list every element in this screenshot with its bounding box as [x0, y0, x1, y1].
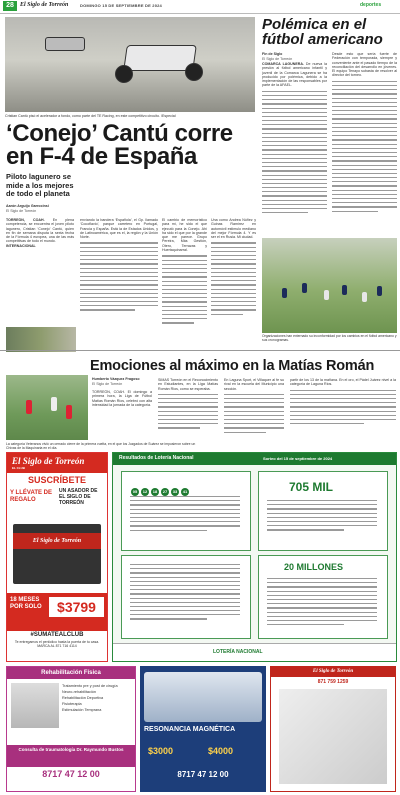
rehab-item: Estimulación Temprana — [62, 708, 102, 712]
emociones-column-4-text: partir de los 13 de la mañana. En el oro, el Pádel Juárez nivel a la categoría de Laguna Ríos. — [290, 378, 396, 387]
lottery-ball: 27 — [162, 489, 168, 494]
emociones-byline-outlet: El Siglo de Torreón — [92, 382, 123, 386]
gift-item: UN ASADOR DE EL SIGLO DE TORREÓN — [59, 488, 98, 506]
rehab-doctor: Consulta de traumatología Dr. Raymundo Bustos — [7, 745, 135, 767]
main-byline: Aarón Arguijo Garrocinsi — [6, 204, 49, 208]
main-column-4-text: Una como Andrea Núñez y Guinas Ramírez en automóvil estimulo mediano del mejor Fórmula 4. Y es ser el en Rusia. Mi ciudad. — [211, 218, 256, 240]
section-label: deportes — [360, 2, 382, 8]
player-shape — [26, 400, 32, 414]
text-filler — [290, 390, 396, 425]
emociones-column-3-text: En Laguna Sport, el Villaquer al fe su rival en la escuela del Municipio una sección. — [224, 378, 284, 391]
background-car-shape — [45, 37, 85, 51]
player-shape — [51, 397, 57, 411]
lottery-results — [112, 452, 397, 662]
ad-logo: El Siglo de Torreón — [12, 456, 85, 466]
rehab-item: Tratamiento pre y post de cirugía — [62, 684, 118, 688]
main-column-1-text: En plena competencia, se encuentra el joven piloto lagunero, Cristian ‘Conejo’ Cantú, quien en fin de semana disputa la sexta fecha de la Fórmula 4 europea, una de las más competitivas de todo el mundo. — [6, 218, 74, 244]
text-filler — [130, 496, 240, 534]
date-line: DOMINGO 15 DE SEPTIEMBRE DE 2024 — [80, 3, 162, 8]
subscription-ad[interactable] — [6, 452, 108, 662]
text-filler — [224, 394, 284, 433]
main-subhead: INTERNACIONAL — [6, 243, 36, 248]
main-column-2-text: envíando la bandera ‘Española’, el Gp. llamado ‘Cocoflavio’, parque carretero en Portugal, Francia y España. Está la de Estados Unidos, y de Latinoamérica, que es el, la región y la Unión Norte. — [80, 218, 158, 240]
text-filler — [267, 500, 377, 534]
race-car-wheel — [115, 65, 133, 83]
main-column-4 — [211, 218, 256, 328]
gift-line: Y LLÉVATE DE REGALO — [10, 490, 53, 503]
resonance-price-1: $3000 — [148, 746, 174, 756]
text-filler — [80, 242, 158, 310]
lottery-ball: 33 — [172, 489, 178, 494]
soccer-photo — [6, 375, 88, 440]
emociones-byline: Humberto Vázquez Fragoso — [92, 377, 140, 381]
main-byline-outlet: El Siglo de Torreón — [6, 209, 37, 213]
text-filler — [267, 578, 377, 628]
lottery-ball: 41 — [182, 489, 188, 494]
rehab-item: Fisioterapia — [62, 702, 82, 706]
mri-machine-photo — [144, 672, 262, 722]
football-dateline: COMARCA LAGUNERA. — [262, 62, 304, 66]
resonance-phone[interactable]: 8717 47 12 00 — [177, 770, 229, 779]
text-filler — [162, 255, 207, 323]
right-ad-logo: El Siglo de Torreón — [271, 667, 395, 677]
section-divider — [0, 350, 400, 351]
football-byline: Fin de Siglo — [262, 52, 283, 56]
football-column-1 — [262, 62, 327, 237]
main-column-3-text: El cambio de memorístico para mí, he sido el que ejecutó para la Conejo. Ahí ha sido el que por la grande que me parece. Grupo Pereira, Más Gestión, Otero, Terrazas y Huertaquinarral. — [162, 218, 207, 253]
rehab-item: Rehabilitación Deportiva — [62, 696, 104, 700]
main-headline: ‘Conejo’ Cantú corre en F-4 de España — [6, 120, 233, 170]
football-photo-caption: Organizaciones han externado su inconformidad por los cambios en el fútbol americano y sus cronogramas. — [262, 334, 397, 342]
right-ad-photo — [279, 689, 387, 784]
player-shape — [302, 283, 307, 293]
lottery-box — [258, 471, 388, 551]
rehab-ad[interactable] — [6, 666, 136, 792]
lottery-subtitle: Sorteo del 15 de septiembre de 2024 — [263, 456, 333, 461]
player-shape — [324, 290, 329, 300]
text-filler — [158, 394, 218, 429]
football-headline: Polémica en el fútbol americano — [262, 16, 383, 48]
main-column-2 — [80, 218, 158, 328]
emociones-column-2 — [158, 378, 218, 438]
main-dateline: TORREÓN, COAH. — [6, 218, 45, 222]
race-car-wheel — [185, 63, 203, 81]
emociones-headline: Emociones al máximo en la Matías Román — [90, 358, 375, 374]
player-shape — [362, 292, 367, 302]
rehab-photo — [11, 683, 59, 728]
lottery-footer-text: LOTERÍA NACIONAL — [213, 649, 263, 655]
rehab-title: Rehabilitación Física — [7, 667, 135, 679]
rehab-item: Neuro-rehabilitación — [62, 690, 96, 694]
football-column-2-text: Desde esto que sería fuerte de Federación con temporada, siempre y conveniente ante el pasado tiempo de la reconciliación del desarrollo en jóvenes. El equipo Tenayo subasta de resolver al director del torneo. — [332, 52, 397, 78]
right-ad[interactable] — [270, 666, 396, 792]
main-column-3 — [162, 218, 207, 328]
football-column-1-text: De nueva la presión al fútbol americano infantil y juvenil de la Comarca Lagunera se ha producido por polémica, debido a la implementación de las responsables por parte de la AFAEL. — [262, 62, 327, 88]
emociones-column-4 — [290, 378, 396, 438]
text-filler — [130, 564, 240, 623]
race-car-photo — [5, 17, 255, 112]
race-photo-caption: Cristian Cantú pisó el acelerador a fondo, como parte del TE Racing, en este competitivo circuito. /Especial — [5, 114, 176, 118]
lottery-footer — [113, 643, 396, 661]
emociones-column-3 — [224, 378, 284, 438]
main-column-1 — [6, 218, 74, 318]
lottery-ball: 18 — [152, 489, 158, 494]
grill-band: El Siglo de Torreón — [13, 533, 101, 549]
emociones-column-1-text: TORREÓN, COAH. El domingo a primera hora, la Liga de Fútbol Matías Román Ríos, celebró con alta intensidad la jornada de la categoría. — [92, 390, 152, 407]
player-shape — [282, 288, 287, 298]
football-photo — [262, 238, 397, 333]
lottery-big-prize: 20 MILLONES — [284, 562, 344, 572]
promo-price: $3799 — [49, 597, 104, 617]
ad-hashtag: #SÚMATEALCLUB — [30, 632, 84, 638]
text-filler — [332, 81, 397, 212]
right-ad-phone[interactable]: 871 759 1259 — [317, 679, 349, 685]
ad-brand: EL CLUB — [12, 466, 25, 470]
resonance-price-2: $4000 — [208, 746, 234, 756]
soccer-photo-caption: La categoría Veteranos vivió un cerrado cierre de la primera vuelta, en el que los Juzgados de Suárez se impusieron sobre un Chivas de la Maquinaria en el día. — [6, 442, 196, 450]
football-byline-outlet: El Siglo de Torreón — [262, 57, 293, 61]
lottery-prize: 705 MIL — [289, 480, 334, 494]
player-shape — [377, 286, 382, 296]
emociones-column-2-text: SIMAS Torreón en el Reconocimiento en Estudiantes, en la Liga Matías Román Ríos, como se esperaba. — [158, 378, 218, 391]
masthead-logo: El Siglo de Torreón — [20, 2, 69, 8]
main-kicker: Piloto lagunero se mide a los mejores de todo el planeta — [6, 172, 74, 198]
rehab-phone[interactable]: 8717 47 12 00 — [42, 769, 100, 779]
football-column-2 — [332, 52, 397, 237]
text-filler — [211, 242, 256, 314]
page-number: 28 — [3, 1, 17, 11]
lottery-box — [121, 471, 251, 551]
ad-footer-text: Te entregamos el periódico hasta la puerta de tu casa. MARCA AL 871 716 4114 — [14, 640, 100, 648]
lottery-title: Resultados de Lotería Nacional — [119, 455, 194, 461]
lottery-ball: 05 — [132, 489, 138, 494]
lottery-box — [258, 555, 388, 639]
footer-ads — [6, 666, 396, 792]
promo-text: 18 MESES POR SOLO — [10, 597, 42, 610]
player-shape — [342, 285, 347, 295]
lottery-ball: 12 — [142, 489, 148, 494]
rehab-list — [62, 683, 132, 713]
lottery-box — [121, 555, 251, 639]
small-photo — [6, 327, 76, 352]
emociones-column-1 — [92, 390, 152, 438]
resonance-ad[interactable] — [140, 666, 266, 792]
resonance-title: RESONANCIA MAGNÉTICA — [144, 726, 236, 733]
player-shape — [66, 405, 72, 419]
text-filler — [262, 91, 327, 214]
subscribe-cta[interactable]: SUSCRÍBETE — [7, 474, 107, 486]
